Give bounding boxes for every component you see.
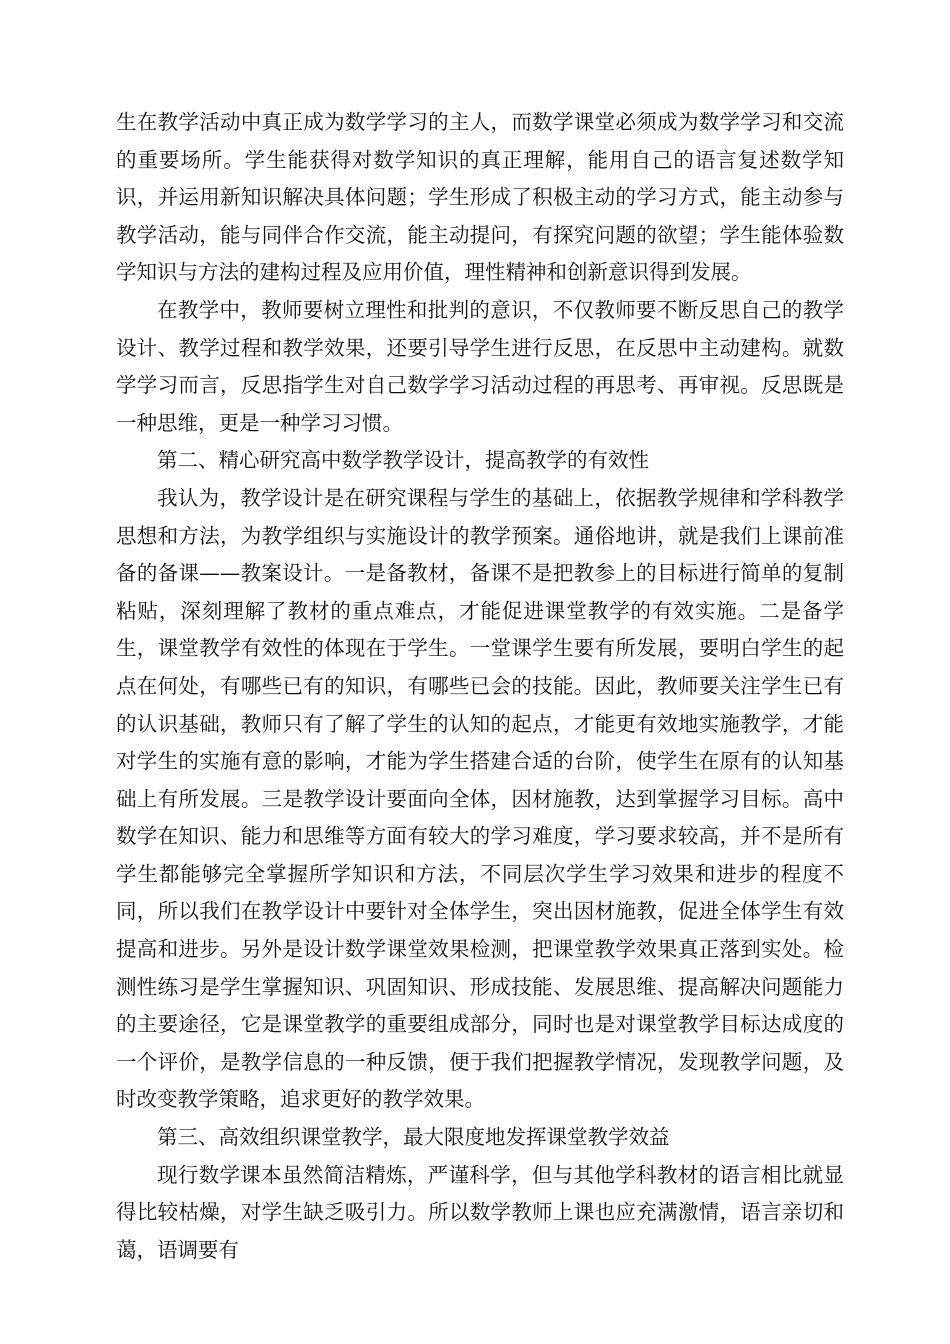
paragraph-reflection: 在教学中，教师要树立理性和批判的意识，不仅教师要不断反思自己的教学设计、教学过程和教学效果，还要引导学生进行反思，在反思中主动建构。就数学学习而言，反思指学生对自己数学学习活动过程的再思考、再审视。反思既是一种思维，更是一种学习习惯。 xyxy=(116,297,844,435)
section-heading-two: 第二、精心研究高中数学教学设计，提高教学的有效性 xyxy=(157,448,649,473)
section-heading-three: 第三、高效组织课堂教学，最大限度地发挥课堂教学效益 xyxy=(157,1125,670,1150)
paragraph-classroom: 现行数学课本虽然简洁精炼，严谨科学，但与其他学科教材的语言相比就显得比较枯燥，对学生缺乏吸引力。所以数学教师上课也应充满激情，语言亲切和蔼，语调要有 xyxy=(116,1162,844,1262)
document-body xyxy=(116,104,844,1269)
paragraph-teaching-design: 我认为，教学设计是在研究课程与学生的基础上，依据教学规律和学科教学思想和方法，为教学组织与实施设计的教学预案。通俗地讲，就是我们上课前准备的备课——教案设计。一是备教材，备课不是把教参上的目标进行简单的复制粘贴，深刻理解了教材的重点难点，才能促进课堂教学的有效实施。二是备学生，课堂教学有效性的体现在于学生。一堂课学生要有所发展，要明白学生的起点在何处，有哪些已有的知识，有哪些已会的技能。因此，教师要关注学生已有的认识基础，教师只有了解了学生的认知的起点，才能更有效地实施教学，才能对学生的实施有意的影响，才能为学生搭建合适的台阶，使学生在原有的认知基础上有所发展。三是教学设计要面向全体，因材施教，达到掌握学习目标。高中数学在知识、能力和思维等方面有较大的学习难度，学习要求较高，并不是所有学生都能够完全掌握所学知识和方法，不同层次学生学习效果和进步的程度不同，所以我们在教学设计中要针对全体学生，突出因材施教，促进全体学生有效提高和进步。另外是设计数学课堂效果检测，把课堂教学效果真正落到实处。检测性练习是学生掌握知识、巩固知识、形成技能、发展思维、提高解决问题能力的主要途径，它是课堂教学的重要组成部分，同时也是对课堂教学目标达成度的一个评价，是教学信息的一种反馈，便于我们把握教学情况，发现教学问题，及时改变教学策略，追求更好的教学效果。 xyxy=(116,485,844,1112)
paragraph-continuation: 生在教学活动中真正成为数学学习的主人，而数学课堂必须成为数学学习和交流的重要场所。学生能获得对数学知识的真正理解，能用自己的语言复述数学知识，并运用新知识解决具体问题；学生形成了积极主动的学习方式，能主动参与教学活动，能与同伴合作交流，能主动提问，有探究问题的欲望；学生能体验数学知识与方法的建构过程及应用价值，理性精神和创新意识得到发展。 xyxy=(116,110,844,285)
